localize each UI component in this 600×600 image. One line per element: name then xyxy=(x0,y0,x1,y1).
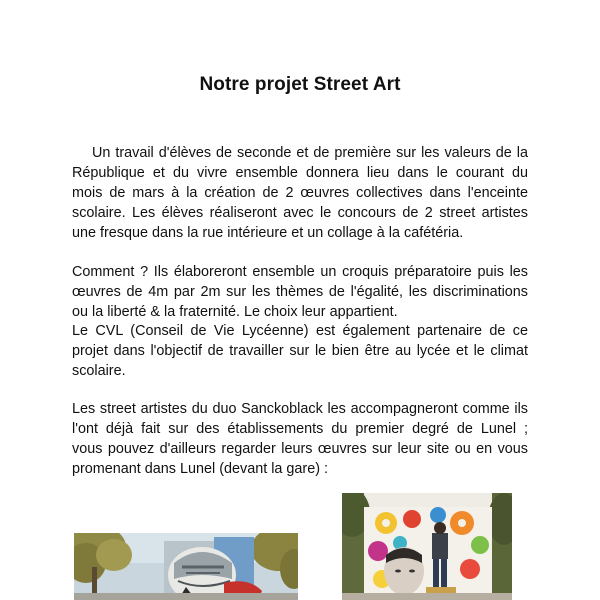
mural-illustration-right xyxy=(342,493,512,600)
paragraph-line: République et du vivre ensemble donnera lieu dans le courant du xyxy=(72,165,528,181)
paragraph-line: Les street artistes du duo Sanckoblack les accompagneront comme ils xyxy=(72,401,528,417)
paragraph-comment xyxy=(72,262,528,322)
page-title: Notre projet Street Art xyxy=(199,74,401,95)
paragraph-line: Comment ? Ils élaboreront ensemble un croquis préparatoire puis les xyxy=(72,264,528,280)
paragraph-line: une fresque dans la rue intérieure et un collage à la cafétéria. xyxy=(72,225,464,241)
paragraph-line: projet dans l'objectif de travailler sur le bien être au lycée et le climat xyxy=(72,343,528,359)
street-art-photo-left xyxy=(74,533,298,600)
paragraph-line: scolaire. xyxy=(72,363,126,379)
paragraph-line: Le CVL (Conseil de Vie Lycéenne) est également partenaire de ce xyxy=(72,323,528,339)
paragraph-line: ou la liberté & la fraternité. Le choix leur appartient. xyxy=(72,304,398,320)
paragraph-line: mois de mars à la création de 2 œuvres collectives dans l'enceinte xyxy=(72,185,528,201)
paragraph-line: Un travail d'élèves de seconde et de première sur les valeurs de la xyxy=(92,145,528,161)
paragraph-line: scolaire. Les élèves réaliseront avec le concours de 2 street artistes xyxy=(72,205,528,221)
paragraph-artists xyxy=(72,399,528,479)
paragraph-intro xyxy=(72,143,528,243)
paragraph-cvl xyxy=(72,321,528,381)
mural-illustration-left xyxy=(74,533,298,600)
paragraph-line: œuvres de 4m par 2m sur les thèmes de l'égalité, les discriminations xyxy=(72,284,528,300)
street-art-photo-right xyxy=(342,493,512,600)
paragraph-line: promenant dans Lunel (devant la gare) : xyxy=(72,461,328,477)
paragraph-line: vous pouvez d'ailleurs regarder leurs œuvres sur leur site ou en vous xyxy=(72,441,528,457)
paragraph-line: l'ont déjà fait sur des établissements du premier degré de Lunel ; xyxy=(72,421,528,437)
